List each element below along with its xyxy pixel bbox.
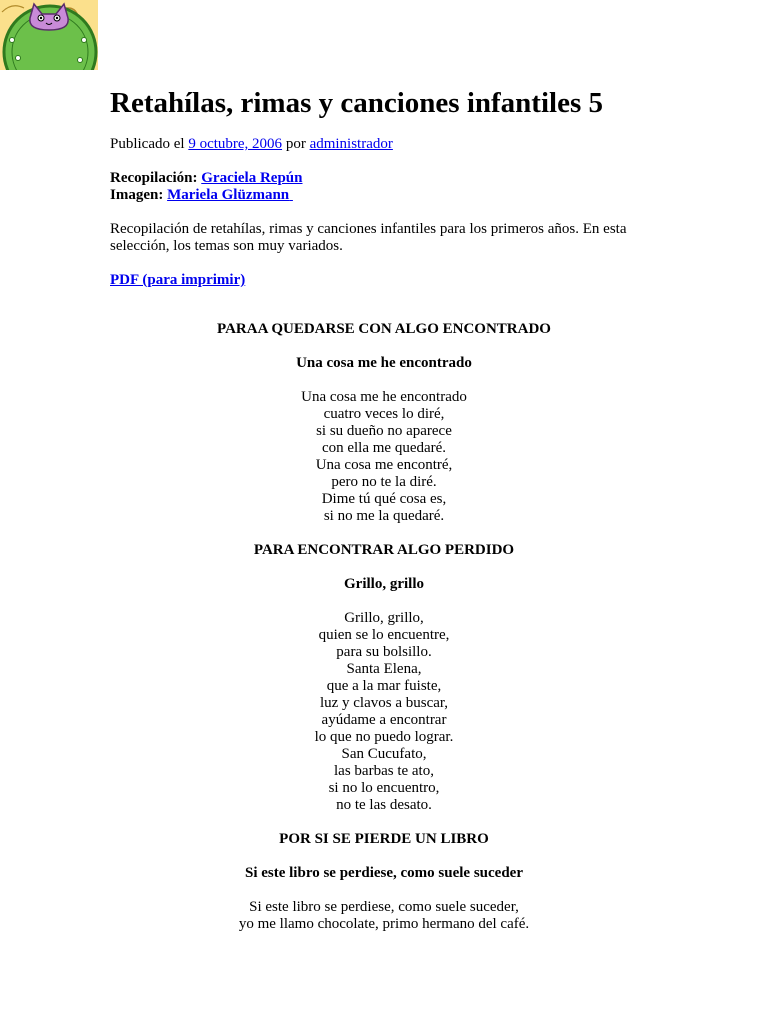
published-prefix: Publicado el — [110, 136, 185, 152]
poem-line: ayúdame a encontrar — [321, 712, 447, 728]
poem-line: con ella me quedaré. — [321, 440, 447, 456]
compilation-author-link[interactable]: Graciela Repún — [201, 170, 303, 186]
poem-line: Si este libro se perdiese, como suele suceder, — [249, 899, 519, 915]
poem-line: Una cosa me encontré, — [315, 457, 453, 473]
poem-title: Si este libro se perdiese, como suele suceder — [244, 865, 523, 881]
by-label: por — [285, 136, 306, 152]
article-title: Retahílas, rimas y canciones infantiles 5 — [110, 87, 603, 119]
section-heading: POR SI SE PIERDE UN LIBRO — [279, 831, 489, 847]
image-label: Imagen: — [110, 187, 164, 203]
site-logo[interactable] — [0, 0, 98, 70]
section-heading: PARA ENCONTRAR ALGO PERDIDO — [253, 542, 515, 558]
author-link[interactable]: administrador — [309, 136, 393, 152]
poem-line: si no me la quedaré. — [323, 508, 445, 524]
section-encontrado — [110, 321, 658, 525]
poem-line: Santa Elena, — [346, 661, 422, 677]
poem-line: San Cucufato, — [341, 746, 427, 762]
poem-line: las barbas te ato, — [334, 763, 434, 779]
compilation-label: Recopilación: — [110, 170, 198, 186]
poem-title: Grillo, grillo — [344, 576, 424, 592]
section-perdido — [110, 542, 658, 814]
poem-sections — [110, 321, 658, 933]
poem-line: quien se lo encuentre, — [318, 627, 450, 643]
poem-line: no te las desato. — [336, 797, 432, 813]
article — [110, 86, 658, 950]
poem-line: si su dueño no aparece — [316, 423, 452, 439]
poem-body — [110, 899, 658, 933]
illustrator-link[interactable]: Mariela Glüzmann — [167, 187, 290, 203]
poem-line: pero no te la diré. — [331, 474, 437, 490]
poem-line: para su bolsillo. — [336, 644, 432, 660]
poem-body — [110, 610, 658, 814]
poem-line: Dime tú qué cosa es, — [321, 491, 447, 507]
poem-line: que a la mar fuiste, — [326, 678, 442, 694]
post-meta — [110, 136, 658, 153]
poem-line: si no lo encuentro, — [328, 780, 440, 796]
poem-body — [110, 389, 658, 525]
poem-line: yo me llamo chocolate, primo hermano del café. — [238, 916, 530, 932]
pdf-print-link[interactable]: PDF (para imprimir) — [110, 272, 246, 288]
poem-line: cuatro veces lo diré, — [323, 406, 445, 422]
intro-paragraph: Recopilación de retahílas, rimas y canciones infantiles para los primeros años. En esta selección, los temas son muy variados. — [110, 221, 627, 254]
poem-title: Una cosa me he encontrado — [296, 355, 472, 371]
poem-line: Grillo, grillo, — [344, 610, 424, 626]
pdf-paragraph — [110, 272, 658, 289]
poem-line: luz y clavos a buscar, — [319, 695, 449, 711]
post-date-link[interactable]: 9 octubre, 2006 — [188, 136, 283, 152]
section-libro — [110, 831, 658, 933]
poem-line: Una cosa me he encontrado — [301, 389, 467, 405]
poem-line: lo que no puedo lograr. — [314, 729, 454, 745]
credits — [110, 170, 658, 204]
logo-cat-illustration — [0, 0, 98, 70]
section-heading: PARAA QUEDARSE CON ALGO ENCONTRADO — [217, 321, 551, 337]
